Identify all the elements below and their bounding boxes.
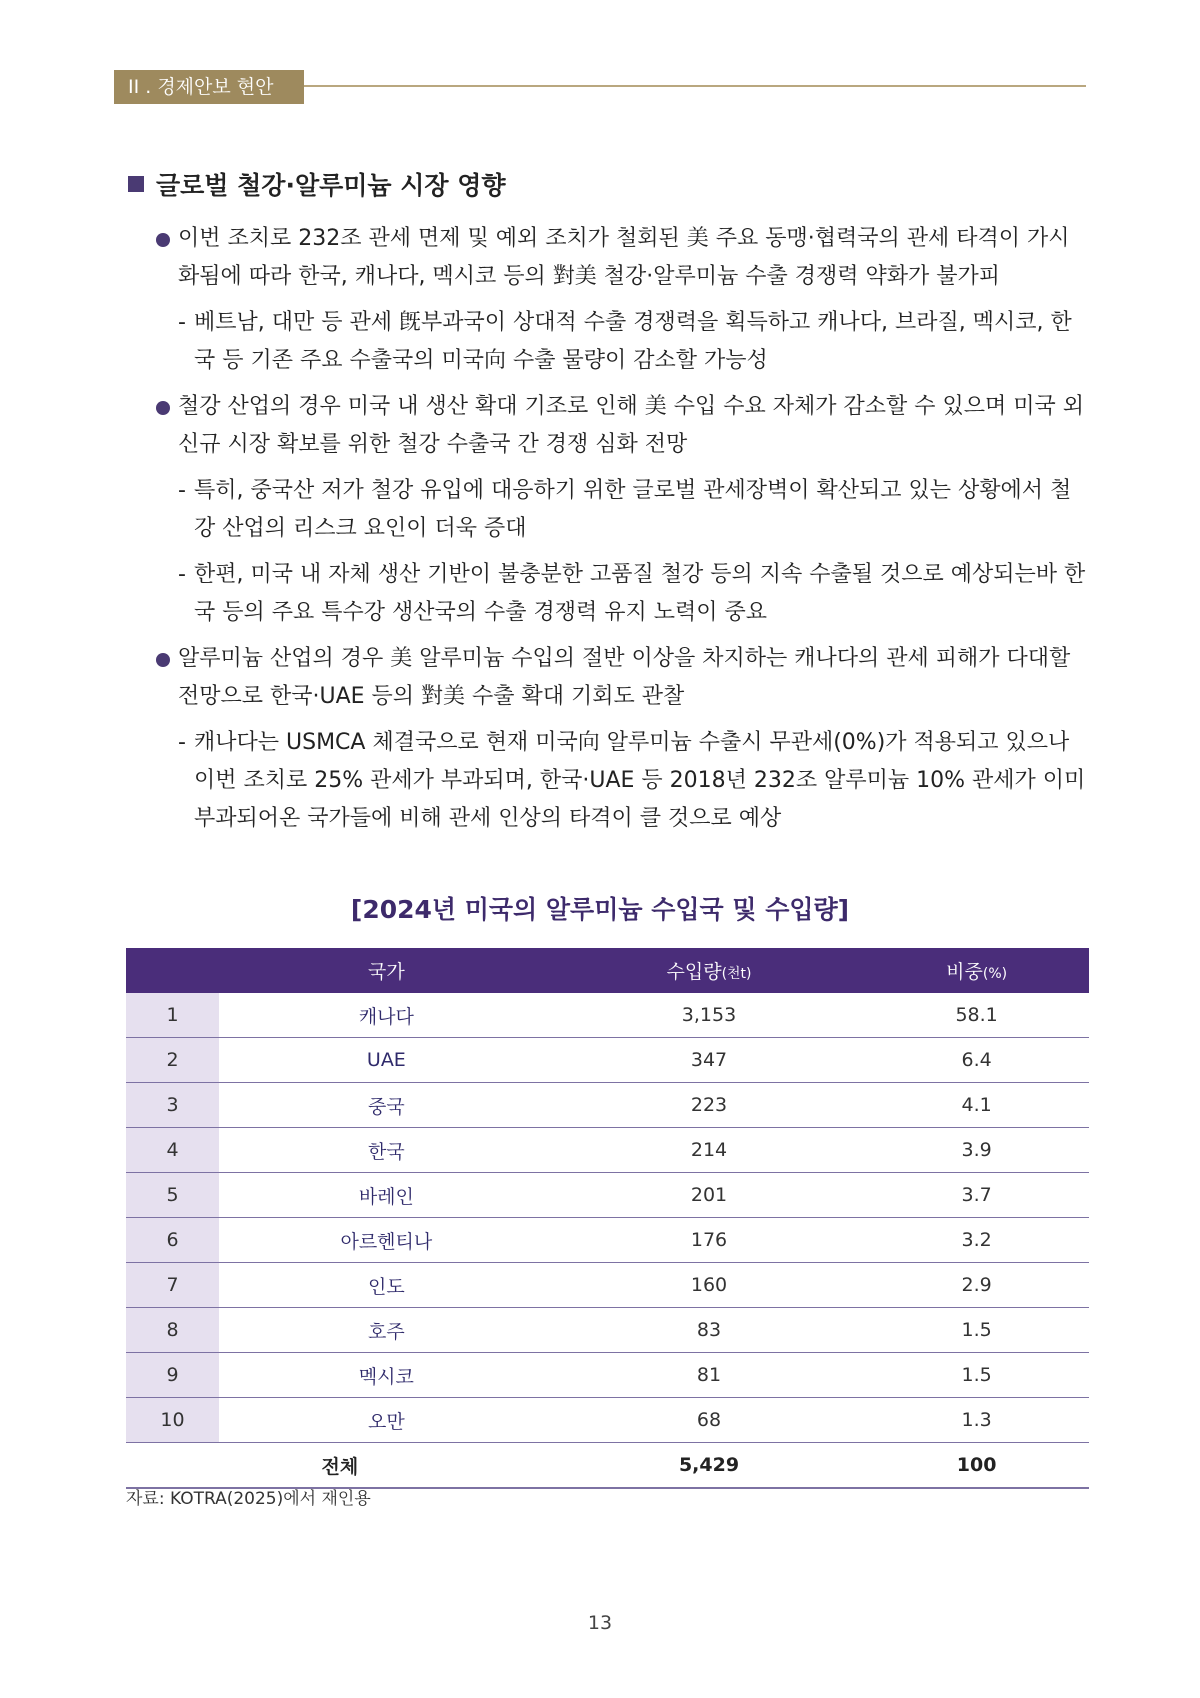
table-row xyxy=(126,1173,1089,1218)
section-title: 글로벌 철강·알루미늄 시장 영향 xyxy=(156,171,506,200)
volume-cell: 176 xyxy=(554,1218,865,1263)
header-rule xyxy=(304,85,1086,87)
share-cell: 3.9 xyxy=(864,1128,1089,1173)
bullet-paragraph xyxy=(156,388,1086,464)
share-cell: 1.5 xyxy=(864,1353,1089,1398)
table-row xyxy=(126,1038,1089,1083)
volume-cell: 3,153 xyxy=(554,993,865,1038)
volume-cell: 347 xyxy=(554,1038,865,1083)
volume-cell: 214 xyxy=(554,1128,865,1173)
header-share-unit: (%) xyxy=(982,966,1008,982)
volume-cell: 160 xyxy=(554,1263,865,1308)
rank-cell: 5 xyxy=(126,1173,219,1218)
share-cell: 3.2 xyxy=(864,1218,1089,1263)
header-share-label: 비중 xyxy=(946,961,983,983)
paragraph-text: 이번 조치로 232조 관세 면제 및 예외 조치가 철회된 美 주요 동맹·협력국의 관세 타격이 가시화됨에 따라 한국, 캐나다, 멕시코 등의 對美 철강·알루미늄 수출 경쟁력 약화가 불가피 xyxy=(178,226,1070,289)
chapter-header xyxy=(114,70,1086,104)
sub-paragraph-text: 한편, 미국 내 자체 생산 기반이 불충분한 고품질 철강 등의 지속 수출될 것으로 예상되는바 한국 등의 주요 특수강 생산국의 수출 경쟁력 유지 노력이 중요 xyxy=(194,562,1086,625)
body-content xyxy=(156,220,1086,846)
square-bullet-icon xyxy=(128,176,144,192)
sub-paragraph-text: 베트남, 대만 등 관세 旣부과국이 상대적 수출 경쟁력을 획득하고 캐나다, 브라질, 멕시코, 한국 등 기존 주요 수출국의 미국向 수출 물량이 감소할 가능성 xyxy=(194,310,1072,373)
rank-cell: 10 xyxy=(126,1398,219,1443)
header-country: 국가 xyxy=(219,948,554,993)
rank-cell: 9 xyxy=(126,1353,219,1398)
import-table xyxy=(126,948,1089,1489)
total-row xyxy=(126,1443,1089,1489)
share-cell: 2.9 xyxy=(864,1263,1089,1308)
sub-paragraph xyxy=(156,472,1086,548)
total-label-cell: 전체 xyxy=(126,1443,554,1489)
table-header-row xyxy=(126,948,1089,993)
country-cell: 아르헨티나 xyxy=(219,1218,554,1263)
country-cell: 멕시코 xyxy=(219,1353,554,1398)
rank-cell: 2 xyxy=(126,1038,219,1083)
volume-cell: 81 xyxy=(554,1353,865,1398)
share-cell: 1.5 xyxy=(864,1308,1089,1353)
paragraph-text: 철강 산업의 경우 미국 내 생산 확대 기조로 인해 美 수입 수요 자체가 감소할 수 있으며 미국 외 신규 시장 확보를 위한 철강 수출국 간 경쟁 심화 전망 xyxy=(178,394,1084,457)
header-share xyxy=(864,948,1089,993)
share-cell: 1.3 xyxy=(864,1398,1089,1443)
total-share-cell: 100 xyxy=(864,1443,1089,1489)
country-cell: 캐나다 xyxy=(219,993,554,1038)
sub-paragraph-text: 캐나다는 USMCA 체결국으로 현재 미국向 알루미늄 수출시 무관세(0%)가 적용되고 있으나 이번 조치로 25% 관세가 부과되며, 한국·UAE 등 2018년 232조 알루미늄 10% 관세가 이미 부과되어온 국가들에 비해 관세 인상의 타격이 클 것으로 예상 xyxy=(194,730,1086,831)
chapter-label: II . 경제안보 현안 xyxy=(114,70,304,104)
table-title: [2024년 미국의 알루미늄 수입국 및 수입량] xyxy=(350,895,850,924)
country-cell: 한국 xyxy=(219,1128,554,1173)
share-cell: 58.1 xyxy=(864,993,1089,1038)
rank-cell: 6 xyxy=(126,1218,219,1263)
header-rank xyxy=(126,948,219,993)
paragraph-text: 알루미늄 산업의 경우 美 알루미늄 수입의 절반 이상을 차지하는 캐나다의 관세 피해가 다대할 전망으로 한국·UAE 등의 對美 수출 확대 기회도 관찰 xyxy=(178,646,1071,709)
sub-paragraph xyxy=(156,724,1086,838)
volume-cell: 201 xyxy=(554,1173,865,1218)
rank-cell: 4 xyxy=(126,1128,219,1173)
total-volume-cell: 5,429 xyxy=(554,1443,865,1489)
header-volume xyxy=(554,948,865,993)
volume-cell: 223 xyxy=(554,1083,865,1128)
rank-cell: 1 xyxy=(126,993,219,1038)
table-row xyxy=(126,1263,1089,1308)
table-row xyxy=(126,1218,1089,1263)
page-number: 13 xyxy=(587,1612,613,1634)
table-row xyxy=(126,1083,1089,1128)
country-cell: 바레인 xyxy=(219,1173,554,1218)
country-cell: UAE xyxy=(219,1038,554,1083)
circle-bullet-icon xyxy=(156,233,170,247)
sub-paragraph xyxy=(156,556,1086,632)
country-cell: 인도 xyxy=(219,1263,554,1308)
section-heading xyxy=(128,166,506,202)
share-cell: 3.7 xyxy=(864,1173,1089,1218)
source-note: 자료: KOTRA(2025)에서 재인용 xyxy=(126,1489,371,1509)
volume-cell: 68 xyxy=(554,1398,865,1443)
sub-paragraph xyxy=(156,304,1086,380)
bullet-paragraph xyxy=(156,640,1086,716)
dash-marker: - xyxy=(178,310,186,335)
dash-marker: - xyxy=(178,730,186,755)
table-row xyxy=(126,1128,1089,1173)
rank-cell: 3 xyxy=(126,1083,219,1128)
header-volume-label: 수입량 xyxy=(666,961,722,983)
dash-marker: - xyxy=(178,562,186,587)
rank-cell: 7 xyxy=(126,1263,219,1308)
header-volume-unit: (천t) xyxy=(721,966,752,982)
table-row xyxy=(126,1353,1089,1398)
bullet-paragraph xyxy=(156,220,1086,296)
country-cell: 중국 xyxy=(219,1083,554,1128)
sub-paragraph-text: 특히, 중국산 저가 철강 유입에 대응하기 위한 글로벌 관세장벽이 확산되고 있는 상황에서 철강 산업의 리스크 요인이 더욱 증대 xyxy=(194,478,1072,541)
share-cell: 6.4 xyxy=(864,1038,1089,1083)
rank-cell: 8 xyxy=(126,1308,219,1353)
table-row xyxy=(126,1398,1089,1443)
circle-bullet-icon xyxy=(156,401,170,415)
table-row xyxy=(126,1308,1089,1353)
share-cell: 4.1 xyxy=(864,1083,1089,1128)
dash-marker: - xyxy=(178,478,186,503)
volume-cell: 83 xyxy=(554,1308,865,1353)
circle-bullet-icon xyxy=(156,653,170,667)
country-cell: 오만 xyxy=(219,1398,554,1443)
country-cell: 호주 xyxy=(219,1308,554,1353)
table-row xyxy=(126,993,1089,1038)
